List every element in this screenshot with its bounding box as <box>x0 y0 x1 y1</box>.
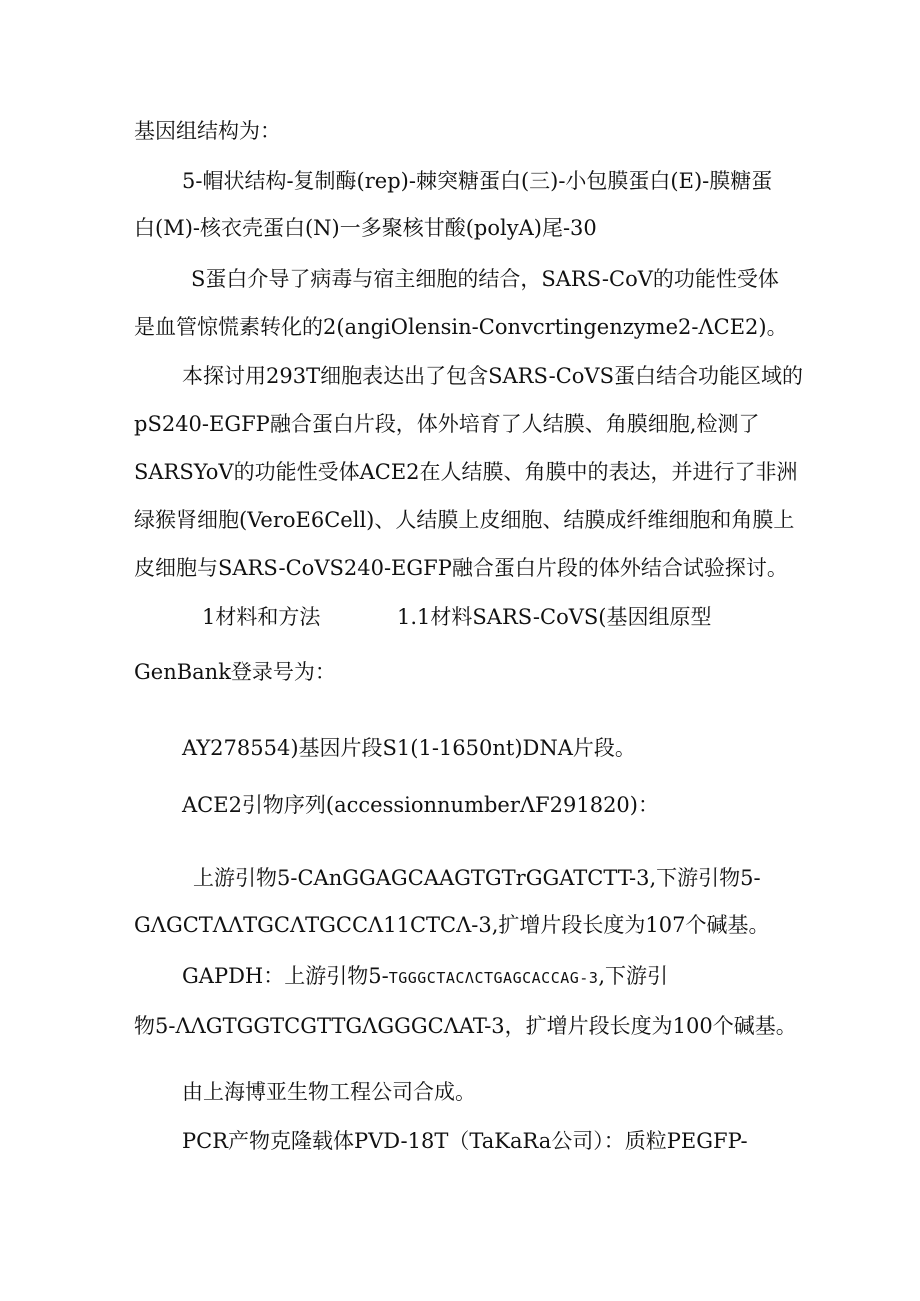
text-line-9: 绿猴肾细胞(VeroE6Cell)、人结膜上皮细胞、结膜成纤维细胞和角膜上 <box>134 508 795 532</box>
text-line-19: 由上海博亚生物工程公司合成。 <box>182 1080 476 1104</box>
text-line-8: SARSYoV的功能性受体ACE2在人结膜、角膜中的表达，并进行了非洲 <box>134 460 798 484</box>
text-line-7: pS240-EGFP融合蛋白片段，体外培育了人结膜、角膜细胞,检测了 <box>134 412 760 436</box>
text-line-2: 5-帽状结构-复制酶(rep)-棘突糖蛋白(三)-小包膜蛋白(E)-膜糖蛋 <box>182 169 773 193</box>
subsection-heading-materials: 1.1材料SARS-CoVS(基因组原型 <box>397 605 712 629</box>
text-line-4: S蛋白介导了病毒与宿主细胞的结合，SARS-CoV的功能性受体 <box>191 267 779 291</box>
text-line-20: PCR产物克隆载体PVD-18T（TaKaRa公司）：质粒PEGFP- <box>182 1129 748 1153</box>
text-line-17 <box>182 966 668 987</box>
text-line-3: 白(M)-核衣壳蛋白(N)一多聚核甘酸(polyA)尾-30 <box>134 216 597 240</box>
text-line-13: AY278554)基因片段S1(1-1650nt)DNA片段。 <box>182 736 636 760</box>
gapdh-forward-primer: TGGGCTACΛCTGAGCACCAG-3 <box>388 969 599 987</box>
text-line-1: 基因组结构为： <box>134 119 281 143</box>
text-line-14: ACE2引物序列(accessionnumberΛF291820)： <box>182 793 659 817</box>
text-line-18: 物5-ΛΛGTGGTCGTTGΛGGGCΛAT-3，扩增片段长度为100个碱基。 <box>134 1014 797 1038</box>
reverse-primer-label: ,下游引 <box>598 964 669 988</box>
text-line-5: 是血管惊慌素转化的2(angiOlensin-Convcrtingenzyme2-ΛCE2)。 <box>134 315 788 339</box>
section-heading-methods: 1材料和方法 <box>202 605 321 629</box>
text-line-12: GenBank登录号为： <box>134 660 336 684</box>
text-line-6: 本探讨用293T细胞表达出了包含SARS-CoVS蛋白结合功能区域的 <box>182 364 803 388</box>
gapdh-label: GAPDH：上游引物5- <box>182 964 389 988</box>
text-line-10: 皮细胞与SARS-CoVS240-EGFP融合蛋白片段的体外结合试验探讨。 <box>134 556 788 580</box>
text-line-16: GΛGCTΛΛTGCΛTGCCΛ11CTCΛ-3,扩增片段长度为107个碱基。 <box>134 913 770 937</box>
text-line-15: 上游引物5-CAnGGAGCAAGTGTrGGATCTT-3,下游引物5- <box>193 866 761 890</box>
